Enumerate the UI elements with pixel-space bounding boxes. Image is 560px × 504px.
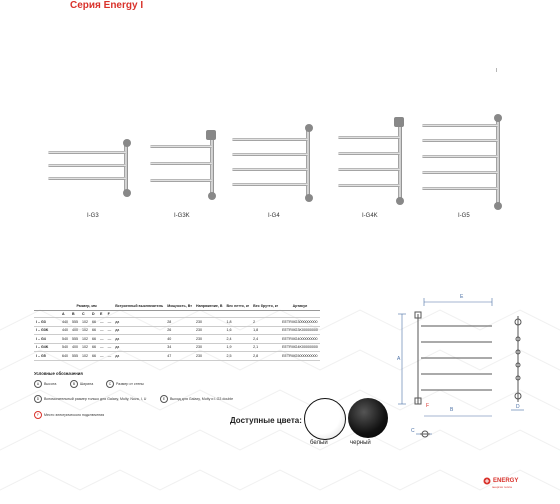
legend-item-b — [70, 380, 93, 388]
table-cell: I – G3 — [34, 318, 60, 327]
table-cell: 640 — [60, 352, 70, 361]
legend-text: Размер от стены — [116, 382, 144, 386]
table-row — [34, 343, 320, 352]
table-cell: 230 — [194, 335, 224, 344]
color-swatch-white — [304, 398, 346, 440]
legend-item-d — [34, 395, 146, 403]
table-cell: 2,1 — [251, 343, 280, 352]
table-cell: I – G4 — [34, 335, 60, 344]
table-cell: 66 — [90, 335, 98, 344]
table-header — [34, 302, 60, 311]
table-cell: 34 — [165, 343, 194, 352]
color-swatch-black — [348, 398, 388, 438]
legend-symbol: A — [34, 380, 42, 388]
table-header: Вес брутто, кг — [251, 302, 280, 311]
table-cell: да — [113, 352, 165, 361]
table-cell: 555 — [70, 352, 80, 361]
spec-table — [34, 302, 320, 361]
table-cell: 230 — [194, 326, 224, 335]
table-cell: I – G4K — [34, 343, 60, 352]
table-cell: — — [98, 318, 106, 327]
table-cell: EETRIIIG4K00000000 — [280, 343, 320, 352]
legend-text: Ширина — [80, 382, 94, 386]
table-cell: — — [106, 326, 114, 335]
table-cell: EETRIIIG5000000000 — [280, 352, 320, 361]
table-cell: 400 — [70, 343, 80, 352]
brand-logo — [483, 477, 518, 485]
table-cell: 66 — [90, 318, 98, 327]
legend-item-e — [160, 395, 233, 403]
colors-label: Доступные цвета: — [230, 416, 302, 425]
table-cell: 102 — [80, 343, 90, 352]
legend-text: Высота — [44, 382, 57, 386]
legend-text: Вспомогательный размер только для Galaxy, Multy, Nova, I, U — [44, 397, 147, 401]
product-label-i-g4k: I-G4K — [362, 213, 378, 219]
table-cell: — — [98, 326, 106, 335]
legend-symbol: D — [34, 395, 42, 403]
dimension-label-b: B — [450, 407, 454, 413]
color-name-white: белый — [310, 440, 328, 446]
page-marker: I — [496, 68, 498, 74]
legend-item-c — [106, 380, 144, 388]
table-subheader: C — [80, 311, 90, 318]
table-cell: 66 — [90, 343, 98, 352]
table-cell: 2 — [251, 318, 280, 327]
table-cell: да — [113, 343, 165, 352]
table-cell: 230 — [194, 343, 224, 352]
table-cell: 555 — [70, 318, 80, 327]
table-subheader-row — [34, 311, 320, 318]
table-cell: 28 — [165, 318, 194, 327]
product-images — [0, 0, 560, 230]
brand-name: ENERGY — [493, 478, 519, 484]
product-label-i-g5: I-G5 — [458, 213, 470, 219]
dimension-label-c: C — [411, 428, 415, 434]
legend-item-f — [34, 411, 104, 419]
table-header: Размер, мм — [60, 302, 113, 311]
table-cell: да — [113, 326, 165, 335]
table-cell: — — [106, 318, 114, 327]
product-i-g3 — [48, 139, 131, 197]
dimension-label-e: E — [460, 294, 464, 300]
product-label-i-g3k: I-G3K — [174, 213, 190, 219]
table-cell: — — [98, 335, 106, 344]
table-cell: 102 — [80, 318, 90, 327]
table-cell: да — [113, 335, 165, 344]
table-cell: — — [98, 343, 106, 352]
table-cell: 26 — [165, 326, 194, 335]
table-cell: 230 — [194, 318, 224, 327]
table-cell: I – G3K — [34, 326, 60, 335]
table-cell: EETRIIIG4000000000 — [280, 335, 320, 344]
table-cell: 40 — [165, 335, 194, 344]
dimension-label-d: D — [516, 404, 520, 410]
table-cell: 440 — [60, 326, 70, 335]
table-cell: 555 — [70, 335, 80, 344]
table-cell: 1,6 — [225, 326, 252, 335]
table-header: Вес нетто, кг — [225, 302, 252, 311]
brand-tagline: энергия тепла — [492, 485, 512, 489]
table-cell: EETRIIIG3000000000 — [280, 318, 320, 327]
legend-title: Условные обозначения — [34, 371, 83, 376]
table-subheader: E — [98, 311, 106, 318]
table-cell: 66 — [90, 352, 98, 361]
product-i-g4k — [338, 117, 404, 205]
product-label-i-g3: I-G3 — [87, 213, 99, 219]
table-header: Напряжение, В — [194, 302, 224, 311]
legend-text: Выход для Galaxy, Multy и I-G3 double — [170, 397, 234, 401]
table-cell: I – G5 — [34, 352, 60, 361]
energy-logo-icon — [483, 477, 491, 485]
table-row — [34, 318, 320, 327]
table-cell: EETRIIIG3K00000000 — [280, 326, 320, 335]
table-cell: 2,5 — [225, 352, 252, 361]
table-header: Мощность, Вт — [165, 302, 194, 311]
table-subheader: B — [70, 311, 80, 318]
table-cell: 1,9 — [225, 343, 252, 352]
table-row — [34, 326, 320, 335]
table-cell: 102 — [80, 326, 90, 335]
table-cell: — — [106, 343, 114, 352]
table-subheader: D — [90, 311, 98, 318]
legend-item-a — [34, 380, 56, 388]
table-cell: 102 — [80, 352, 90, 361]
color-name-black: черный — [350, 440, 371, 446]
legend-symbol: C — [106, 380, 114, 388]
legend-symbol: E — [160, 395, 168, 403]
table-row — [34, 335, 320, 344]
table-cell: 2,4 — [251, 335, 280, 344]
table-subheader: F — [106, 311, 114, 318]
table-cell: 1,8 — [251, 326, 280, 335]
page-title: Серия Energy I — [70, 0, 144, 11]
legend-text: Место электрического подключения — [44, 413, 105, 417]
product-i-g5 — [422, 114, 502, 210]
product-i-g4 — [232, 124, 313, 202]
table-cell: — — [98, 352, 106, 361]
table-cell: 2,4 — [225, 335, 252, 344]
table-cell: 230 — [194, 352, 224, 361]
table-subheader — [34, 311, 60, 318]
table-header-row — [34, 302, 320, 311]
dimension-label-a: A — [397, 356, 401, 362]
product-label-i-g4: I-G4 — [268, 213, 280, 219]
table-cell: 102 — [80, 335, 90, 344]
table-subheader: A — [60, 311, 70, 318]
table-header: Артикул — [280, 302, 320, 311]
table-cell: 2,8 — [251, 352, 280, 361]
table-cell: — — [106, 352, 114, 361]
table-cell: 66 — [90, 326, 98, 335]
table-cell: — — [106, 335, 114, 344]
legend-symbol: B — [70, 380, 78, 388]
dimension-diagram — [396, 292, 546, 452]
table-cell: 1,8 — [225, 318, 252, 327]
table-cell: 400 — [70, 326, 80, 335]
legend-symbol: F — [34, 411, 42, 419]
table-row — [34, 352, 320, 361]
table-header: Встроенный выключатель — [113, 302, 165, 311]
dimension-label-f: F — [426, 403, 430, 409]
product-i-g3k — [150, 130, 216, 200]
table-cell: 47 — [165, 352, 194, 361]
table-cell: 540 — [60, 335, 70, 344]
table-cell: 440 — [60, 318, 70, 327]
table-cell: да — [113, 318, 165, 327]
table-cell: 540 — [60, 343, 70, 352]
